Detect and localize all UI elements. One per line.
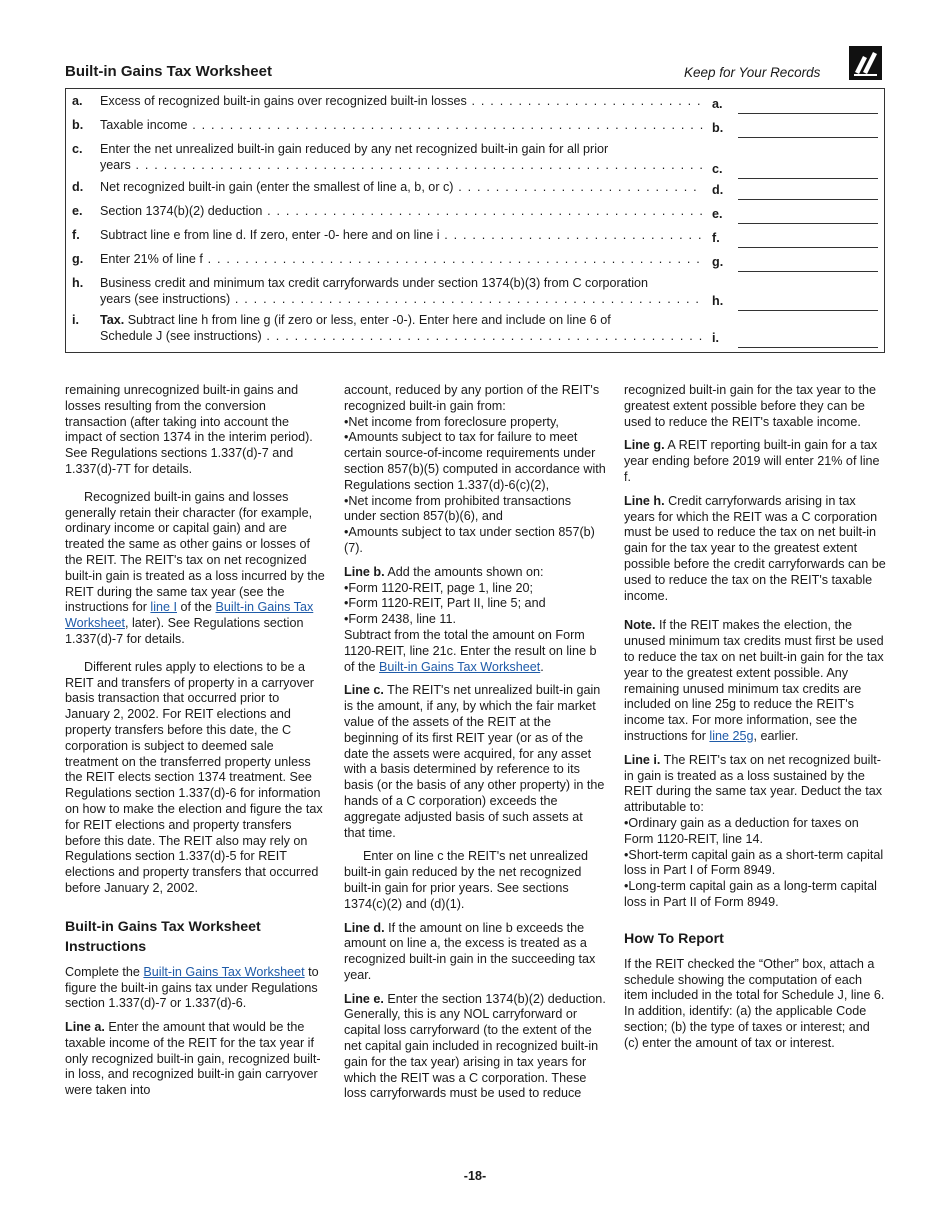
- line-h-paragraph: Line h. Credit carryforwards arising in tax years for which the REIT was a C corporation must be used to reduce the tax on net built-in gain for the tax year to the greatest extent possible before the credit carryforwards can be used to reduce the tax on the REIT's taxable income.: [624, 493, 886, 603]
- paragraph: Complete the Built-in Gains Tax Worksheet to figure the built-in gains tax under Regulations section 1.337(d)-7 or 1.337(d)-6.: [65, 964, 319, 1011]
- note-paragraph: Note. If the REIT makes the election, the unused minimum tax credits must first be used to reduce the tax on net built-in gain for the tax year to the greatest extent possible. Any remaining unused minimum tax credits are included on line 25g to reduce the REIT's income tax. For more information, see the instructions for line 25g, earlier.: [624, 618, 884, 743]
- answer-line-h[interactable]: [738, 309, 878, 311]
- row-ref: f.: [712, 231, 720, 245]
- bullet-item: •Net income from foreclosure property,: [344, 414, 559, 429]
- row-letter: g.: [72, 252, 84, 266]
- page-number: -18-: [463, 1169, 487, 1183]
- row-text-cont: years: [100, 157, 131, 172]
- row-text-cont: years (see instructions): [100, 291, 231, 306]
- worksheet-title: Built-in Gains Tax Worksheet: [65, 63, 272, 80]
- row-ref: b.: [712, 121, 724, 135]
- row-ref: c.: [712, 162, 723, 176]
- bullet-item: •Amounts subject to tax for failure to meet certain source-of-income requirements under section 857(b)(5) computed in accordance with Regulations section 1.337(d)-6(c)(2),: [344, 430, 606, 492]
- answer-line-g[interactable]: [738, 270, 878, 272]
- line-c-paragraph: Line c. The REIT's net unrealized built-in gain is the amount, if any, by which the fair market value of the assets of the REIT at the beginning of its first REIT year (or as of the date the assets were acquired, for any asset with a basis determined by reference to its basis (or the basis of any other property) in the hands of a C corporation) exceeds the aggregate adjusted basis of such assets at that time.: [344, 683, 605, 840]
- bullet-item: •Amounts subject to tax under section 857(b)(7).: [344, 525, 595, 555]
- worksheet-table: [65, 88, 885, 353]
- bullet-item: •Net income from prohibited transactions under section 857(b)(6), and: [344, 493, 572, 524]
- row-text: Taxable income: [100, 118, 188, 132]
- row-letter: e.: [72, 204, 83, 218]
- row-text: Business credit and minimum tax credit carryforwards under section 1374(b)(3) from C corporation: [100, 276, 649, 290]
- answer-line-d[interactable]: [738, 198, 878, 200]
- row-text: Enter the net unrealized built-in gain reduced by any net recognized built-in gain for all prior: [100, 142, 609, 156]
- row-ref: e.: [712, 207, 723, 221]
- row-letter: i.: [72, 313, 79, 327]
- row-ref: g.: [712, 255, 724, 269]
- row-text: Excess of recognized built-in gains over recognized built-in losses: [100, 94, 467, 108]
- keep-records-icon: [849, 46, 882, 80]
- answer-line-i[interactable]: [738, 346, 878, 348]
- row-text: Net recognized built-in gain (enter the smallest of line a, b, or c): [100, 180, 454, 194]
- line-25g-link[interactable]: line 25g: [709, 728, 754, 743]
- row-ref: d.: [712, 183, 724, 197]
- row-letter: a.: [72, 94, 83, 108]
- paragraph: account, reduced by any portion of the REIT's recognized built-in gain from:: [344, 383, 600, 413]
- paragraph: Recognized built-in gains and losses generally retain their character (for example, ordinary income or capital gain) and are treated the same as other gains or losses of the REIT. The REIT's tax on net recognized built-in gain is treated as a loss incurred by the REIT during the same tax year (see the instructions for line I of the Built-in Gains Tax Worksheet, later). See Regulations section 1.337(d)-7 for details.: [65, 489, 325, 646]
- worksheet-link[interactable]: Built-in Gains Tax Worksheet: [143, 964, 305, 979]
- line-b-paragraph: Line b. Add the amounts shown on:: [344, 564, 544, 579]
- line-g-paragraph: Line g. A REIT reporting built-in gain for a tax year ending before 2019 will enter 21% of line f.: [624, 438, 880, 484]
- paragraph: remaining unrecognized built-in gains and losses resulting from the conversion transaction (after taking into account the impact of section 1374 in the interim period). See Regulations sections 1.337(d)-7 and 1.337(d)-7T for details.: [65, 383, 313, 476]
- row-ref: i.: [712, 331, 719, 345]
- keep-records-label: Keep for Your Records: [684, 65, 821, 80]
- worksheet-link[interactable]: Built-in Gains Tax Worksheet: [379, 659, 541, 674]
- bullet-item: •Ordinary gain as a deduction for taxes on Form 1120-REIT, line 14.: [624, 815, 859, 846]
- answer-line-b[interactable]: [738, 136, 878, 138]
- row-ref: a.: [712, 97, 723, 111]
- row-ref: h.: [712, 294, 724, 308]
- paragraph: recognized built-in gain for the tax year to the greatest extent possible before they can be used to reduce the REIT's taxable income.: [624, 383, 877, 429]
- answer-line-c[interactable]: [738, 177, 878, 179]
- row-bold-label: Tax.: [100, 313, 125, 327]
- row-text: Enter 21% of line f: [100, 252, 203, 266]
- line-d-paragraph: Line d. If the amount on line b exceeds the amount on line a, the excess is treated as a recognized built-in gain in the succeeding tax year.: [344, 920, 596, 982]
- row-text: Section 1374(b)(2) deduction: [100, 204, 263, 218]
- row-text-cont: Schedule J (see instructions): [100, 328, 262, 343]
- line-i-link[interactable]: line I: [150, 600, 177, 615]
- row-letter: b.: [72, 118, 84, 132]
- row-letter: d.: [72, 180, 84, 194]
- paragraph: If the REIT checked the “Other” box, attach a schedule showing the computation of each item included in the total for Schedule J, line 6. In addition, identify: (a) the applicable Code section; (b) the type of taxes or interest; and (c) enter the amount of tax or interest.: [624, 956, 885, 1050]
- bullet-item: •Form 2438, line 11.: [344, 612, 456, 627]
- answer-line-e[interactable]: [738, 222, 878, 224]
- answer-line-a[interactable]: [738, 112, 878, 114]
- section-heading: Built-in Gains Tax Worksheet Instructions: [65, 918, 261, 955]
- row-text: Subtract line h from line g (if zero or less, enter -0-). Enter here and include on line 6 of: [124, 313, 611, 327]
- bullet-item: •Form 1120-REIT, Part II, line 5; and: [344, 596, 546, 611]
- row-letter: c.: [72, 142, 83, 156]
- section-heading: How To Report: [624, 930, 724, 947]
- answer-line-f[interactable]: [738, 246, 878, 248]
- bullet-item: •Long-term capital gain as a long-term capital loss in Part II of Form 8949.: [624, 879, 877, 909]
- line-e-paragraph: Line e. Enter the section 1374(b)(2) deduction. Generally, this is any NOL carryforward or capital loss carryforward (to the extent of the net capital gain included in recognized built-in gain for the tax year) arising in tax years for which the REIT was a C corporation. These loss carryforwards must be used to reduce: [344, 991, 606, 1101]
- row-letter: h.: [72, 276, 84, 290]
- column-1: [65, 383, 327, 1099]
- row-text: Subtract line e from line d. If zero, enter -0- here and on line i: [100, 228, 440, 242]
- worksheet-link[interactable]: Built-in Gains Tax Worksheet: [65, 600, 314, 631]
- row-letter: f.: [72, 228, 80, 242]
- line-a-paragraph: Line a. Enter the amount that would be the taxable income of the REIT for the tax year if only recognized built-in gain, recognized built-in loss, and recognized built-in gain carryover were taken into: [65, 1020, 321, 1098]
- column-3: [624, 383, 886, 1051]
- bullet-item: •Form 1120-REIT, page 1, line 20;: [344, 580, 533, 595]
- line-i-paragraph: Line i. The REIT's tax on net recognized built-in gain is treated as a loss sustained by the REIT during the same tax year. Deduct the tax attributable to:: [624, 752, 883, 815]
- paragraph: Subtract from the total the amount on Form 1120-REIT, line 21c. Enter the result on line b of the Built-in Gains Tax Worksheet.: [344, 627, 597, 674]
- paragraph: Different rules apply to elections to be a REIT and transfers of property in a carryover basis transaction that occurred prior to January 2, 2002. For REIT elections and property transfers before this date, the C corporation is subject to deemed sale treatment on the transferred property unless the REIT elects section 1374 treatment. See Regulations section 1.337(d)-6 for information on how to make the election and figure the tax for REIT elections and property transfers before this date. The REIT also may rely on Regulations section 1.337(d)-5 for REIT elections and property transfers that occurred before January 2, 2002.: [65, 659, 323, 895]
- column-2: [344, 383, 606, 1102]
- bullet-item: •Short-term capital gain as a short-term capital loss in Part I of Form 8949.: [624, 847, 884, 878]
- paragraph: Enter on line c the REIT's net unrealized built-in gain reduced by the net recognized built-in gain for prior years. See sections 1374(c)(2) and (d)(1).: [344, 849, 589, 911]
